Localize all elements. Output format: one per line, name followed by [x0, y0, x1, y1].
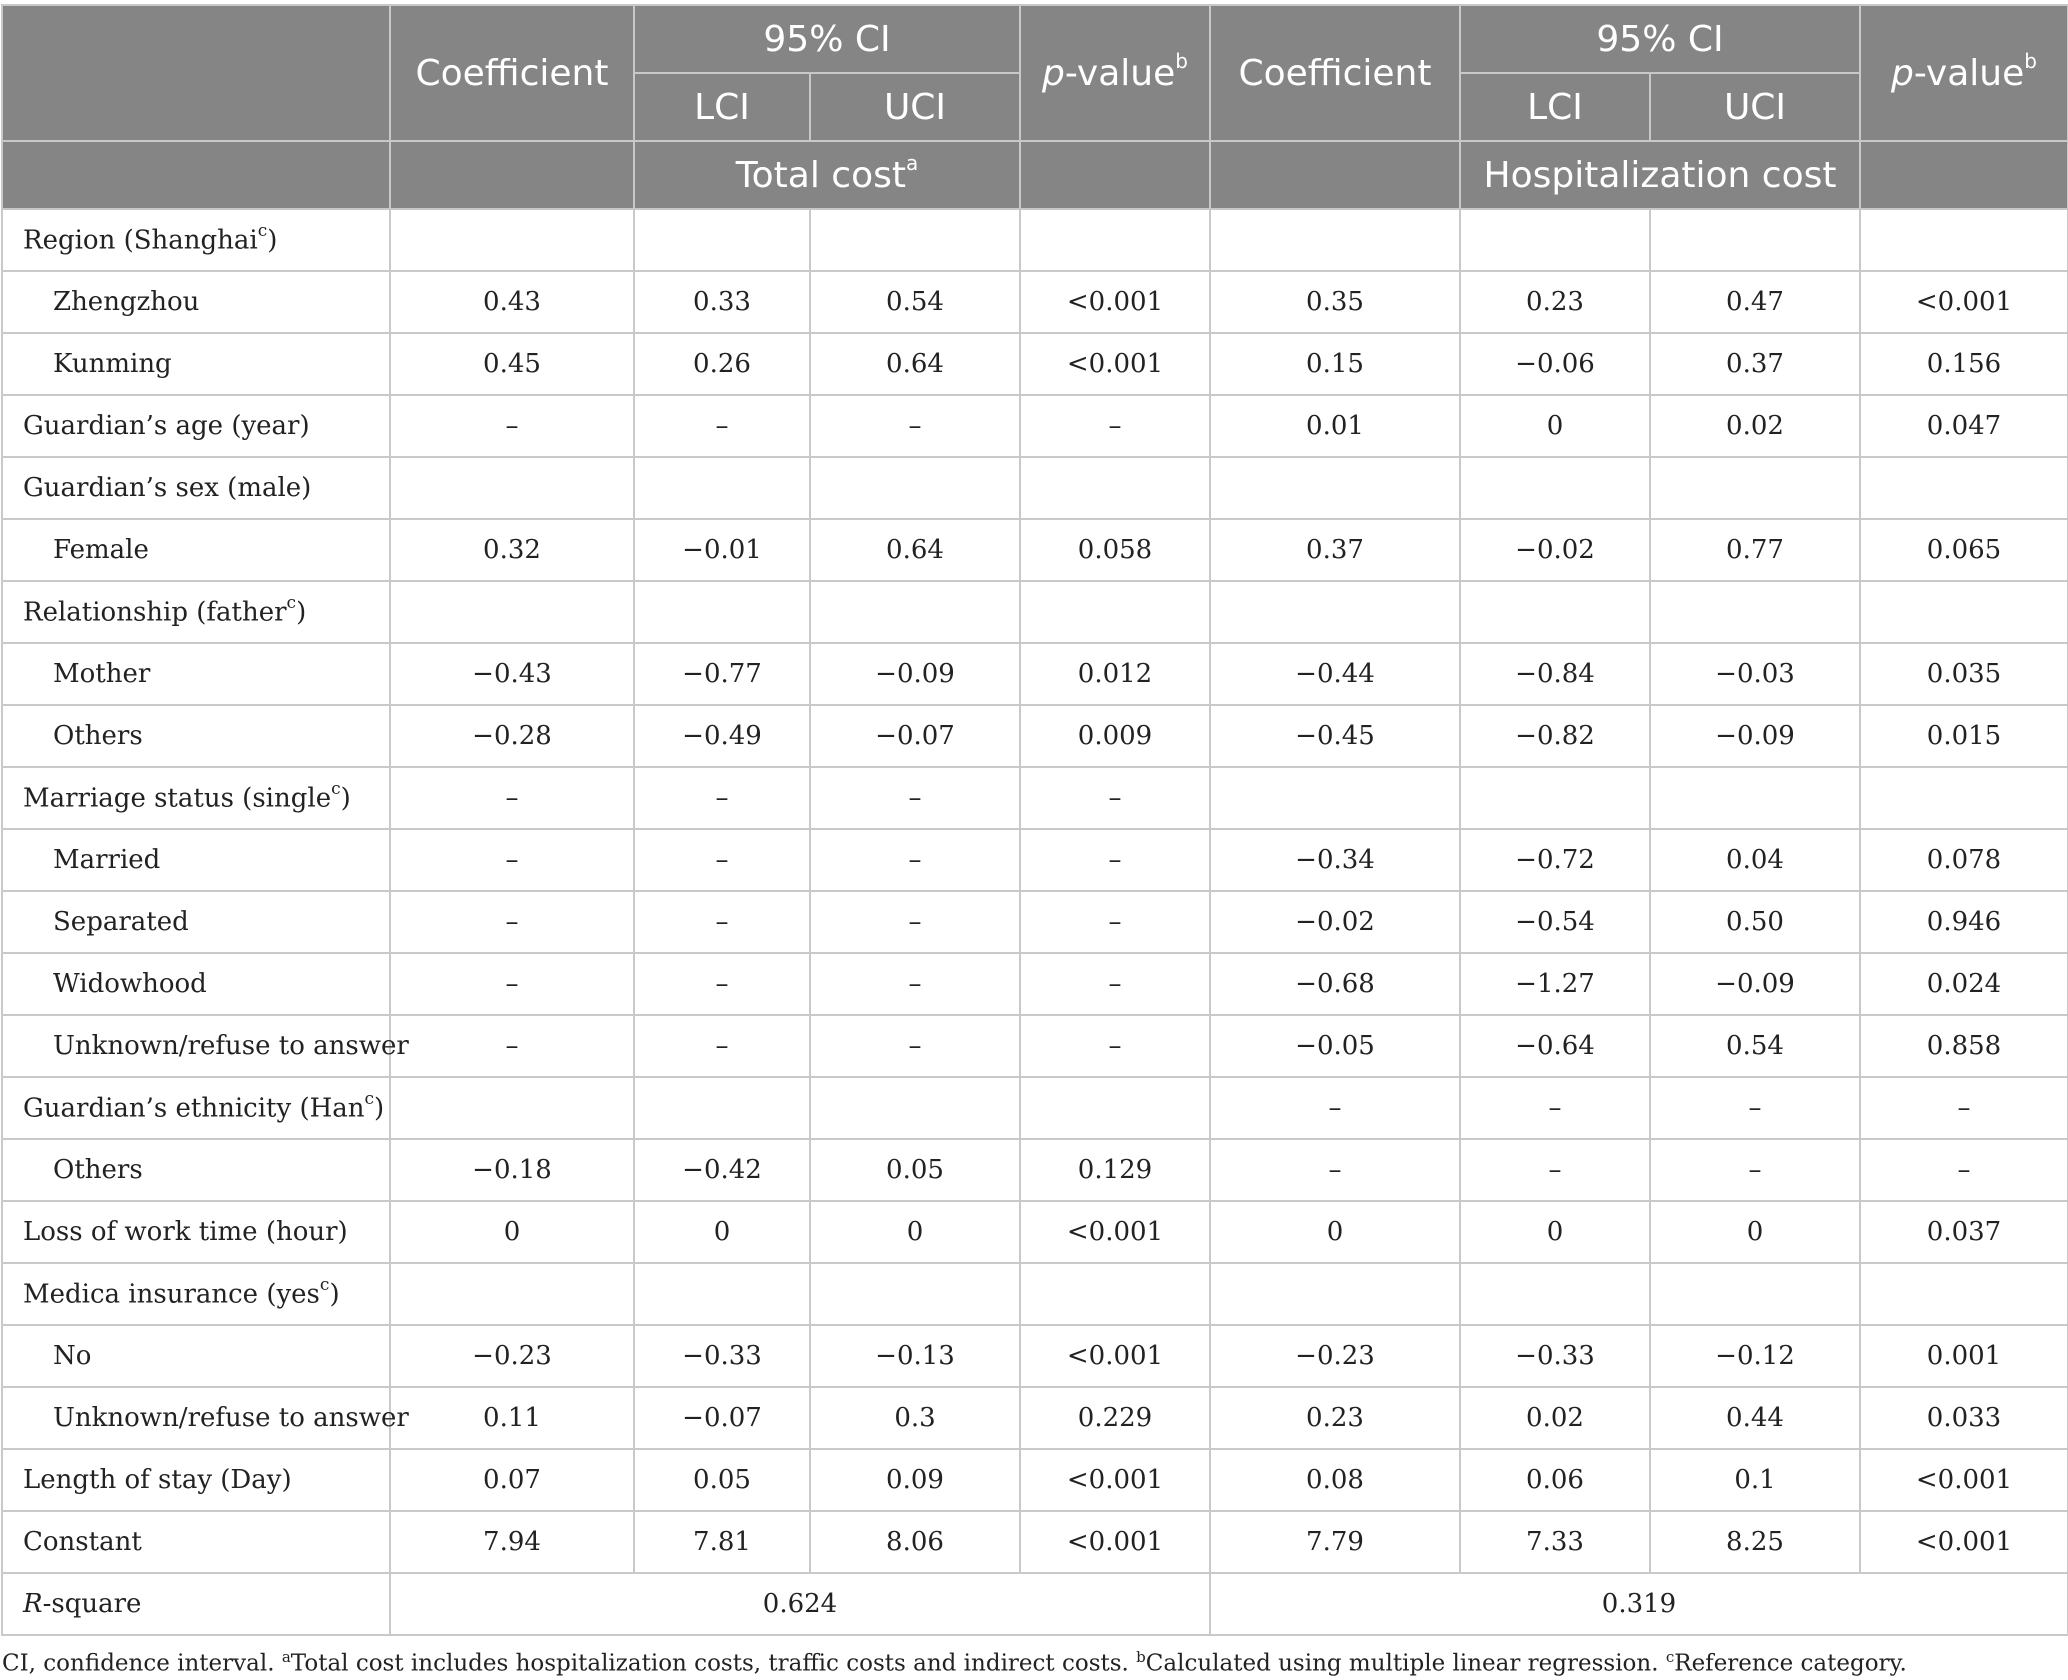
cell-coef-hosp: 0 [1210, 1201, 1460, 1263]
footnote-sup-c: c [1665, 1648, 1675, 1666]
cell-lci-total: – [634, 1015, 810, 1077]
cell-lci-total: −0.49 [634, 705, 810, 767]
cell-lci-hosp: 0.02 [1460, 1387, 1650, 1449]
cell-pvalue-hosp: 0.035 [1860, 643, 2068, 705]
header-row-1 [2, 5, 2068, 73]
table-row [2, 1387, 2068, 1449]
cell-uci-total: 0.3 [810, 1387, 1020, 1449]
cell-pvalue-hosp: 0.946 [1860, 891, 2068, 953]
table-row [2, 891, 2068, 953]
cell-lci-total: – [634, 953, 810, 1015]
table-row [2, 271, 2068, 333]
table-row [2, 829, 2068, 891]
table-header [2, 5, 2068, 209]
cell-coef-hosp: 7.79 [1210, 1511, 1460, 1573]
cell-uci-total: – [810, 953, 1020, 1015]
cell-lci-hosp [1460, 767, 1650, 829]
table-body [2, 209, 2068, 1573]
cell-lci-total: – [634, 767, 810, 829]
header-hospitalization-cost: Hospitalization cost [1460, 141, 1860, 209]
cell-lci-total [634, 1077, 810, 1139]
cell-coef-hosp: −0.02 [1210, 891, 1460, 953]
cell-coef-total: 0.32 [390, 519, 634, 581]
cell-pvalue-total: – [1020, 1015, 1210, 1077]
cell-pvalue-hosp [1860, 767, 2068, 829]
cell-uci-hosp: −0.09 [1650, 953, 1860, 1015]
cell-lci-hosp: −0.02 [1460, 519, 1650, 581]
cell-pvalue-hosp [1860, 581, 2068, 643]
cell-lci-total [634, 581, 810, 643]
cell-uci-hosp: 0.77 [1650, 519, 1860, 581]
header-uci-total: UCI [810, 73, 1020, 141]
table-row [2, 1077, 2068, 1139]
cell-coef-total: 0.11 [390, 1387, 634, 1449]
cell-uci-total [810, 457, 1020, 519]
cell-coef-hosp: 0.08 [1210, 1449, 1460, 1511]
row-label-text: Region (Shanghai [23, 225, 258, 256]
pvalue-sup: b [1175, 48, 1188, 73]
row-label-text: Marriage status (single [23, 783, 332, 814]
row-label [2, 1387, 409, 1449]
row-label [2, 705, 390, 767]
cell-lci-total: – [634, 829, 810, 891]
cell-lci-hosp: −0.33 [1460, 1325, 1650, 1387]
row-label [2, 1015, 409, 1077]
row-label-text: Guardian’s ethnicity (Han [23, 1093, 365, 1124]
cell-uci-hosp [1650, 1263, 1860, 1325]
header-uci-hosp: UCI [1650, 73, 1860, 141]
cell-uci-total: 0.64 [810, 519, 1020, 581]
cell-coef-hosp [1210, 767, 1460, 829]
row-label-text: Guardian’s age (year) [23, 411, 310, 441]
row-label [2, 1325, 390, 1387]
cell-lci-hosp [1460, 581, 1650, 643]
row-label [2, 953, 390, 1015]
cell-pvalue-hosp: 0.065 [1860, 519, 2068, 581]
row-label [2, 891, 390, 953]
cell-pvalue-hosp: – [1860, 1077, 2068, 1139]
table-row [2, 395, 2068, 457]
header-coefficient-total: Coefficient [390, 5, 634, 141]
cell-pvalue-total: 0.129 [1020, 1139, 1210, 1201]
row-label [2, 829, 390, 891]
reference-sup: c [257, 221, 268, 242]
row-label-text: Loss of work time (hour) [23, 1217, 348, 1247]
cell-coef-total: −0.43 [390, 643, 634, 705]
cell-lci-total: −0.77 [634, 643, 810, 705]
cell-lci-total: −0.01 [634, 519, 810, 581]
cell-uci-hosp [1650, 767, 1860, 829]
row-label [2, 395, 390, 457]
row-label-text: Kunming [53, 349, 172, 379]
cell-lci-total [634, 209, 810, 271]
cell-pvalue-total: – [1020, 767, 1210, 829]
row-label-text: Medica insurance (yes [23, 1279, 320, 1310]
cell-pvalue-hosp: 0.001 [1860, 1325, 2068, 1387]
cell-lci-total: 0.26 [634, 333, 810, 395]
cell-pvalue-total: <0.001 [1020, 1449, 1210, 1511]
cell-coef-total: 0.45 [390, 333, 634, 395]
cell-coef-total [390, 1077, 634, 1139]
row-label [2, 1201, 390, 1263]
cell-uci-hosp: 0.1 [1650, 1449, 1860, 1511]
cell-lci-total: 0.05 [634, 1449, 810, 1511]
cell-coef-hosp: −0.44 [1210, 643, 1460, 705]
cell-uci-hosp [1650, 209, 1860, 271]
table-row [2, 1449, 2068, 1511]
header-coefficient-hosp: Coefficient [1210, 5, 1460, 141]
cell-coef-total: – [390, 767, 634, 829]
row-label-text: Guardian’s sex (male) [23, 473, 312, 503]
cell-uci-total [810, 581, 1020, 643]
table-row [2, 643, 2068, 705]
footnote-part4: Reference category. [1674, 1650, 1907, 1677]
cell-coef-total: −0.28 [390, 705, 634, 767]
reference-sup: c [331, 779, 341, 800]
row-label-text: Length of stay (Day) [23, 1465, 292, 1495]
cell-pvalue-total [1020, 457, 1210, 519]
row-label-text: Others [53, 721, 143, 751]
cell-coef-total [390, 581, 634, 643]
cell-uci-hosp: 0.50 [1650, 891, 1860, 953]
cell-coef-hosp: 0.37 [1210, 519, 1460, 581]
cell-pvalue-total [1020, 209, 1210, 271]
cell-coef-hosp [1210, 457, 1460, 519]
pvalue-italic-p: p [1891, 52, 1914, 94]
cell-lci-total: −0.07 [634, 1387, 810, 1449]
row-label-suffix: ) [329, 1279, 340, 1310]
cell-pvalue-total [1020, 1077, 1210, 1139]
cell-coef-hosp [1210, 581, 1460, 643]
cell-pvalue-total: <0.001 [1020, 1511, 1210, 1573]
cell-pvalue-hosp: – [1860, 1139, 2068, 1201]
cell-uci-total: 0.09 [810, 1449, 1020, 1511]
header-blank-cell [2, 5, 390, 141]
cell-coef-hosp: 0.23 [1210, 1387, 1460, 1449]
cell-uci-total: – [810, 829, 1020, 891]
row-label-suffix: ) [296, 597, 307, 628]
header-pvalue-total [1020, 5, 1210, 141]
row-label [2, 457, 390, 519]
cell-pvalue-hosp: 0.033 [1860, 1387, 2068, 1449]
cell-uci-hosp: 0.37 [1650, 333, 1860, 395]
cell-pvalue-hosp: 0.156 [1860, 333, 2068, 395]
cell-coef-total: 0.43 [390, 271, 634, 333]
cell-coef-hosp: – [1210, 1139, 1460, 1201]
row-label-text: Relationship (father [23, 597, 287, 628]
row-label [2, 767, 390, 829]
cell-coef-total: 0.07 [390, 1449, 634, 1511]
cell-pvalue-total: 0.229 [1020, 1387, 1210, 1449]
rsquare-rest: -square [42, 1589, 142, 1619]
cell-coef-hosp: −0.45 [1210, 705, 1460, 767]
row-label [2, 1263, 390, 1325]
cell-pvalue-total [1020, 1263, 1210, 1325]
table-row [2, 333, 2068, 395]
cell-lci-hosp: – [1460, 1077, 1650, 1139]
cell-coef-total [390, 1263, 634, 1325]
cell-uci-total: – [810, 767, 1020, 829]
cell-lci-total: −0.42 [634, 1139, 810, 1201]
cell-uci-total: 0.54 [810, 271, 1020, 333]
cell-lci-total: – [634, 891, 810, 953]
cell-pvalue-total: – [1020, 953, 1210, 1015]
row-label-text: Widowhood [53, 969, 207, 999]
total-cost-sup: a [905, 150, 919, 175]
regression-table [1, 4, 2068, 1636]
header-blank-cell [1860, 141, 2068, 209]
cell-lci-hosp [1460, 1263, 1650, 1325]
cell-uci-total: 0.64 [810, 333, 1020, 395]
pvalue-rest: -value [1064, 52, 1176, 94]
cell-lci-hosp: 0 [1460, 1201, 1650, 1263]
cell-lci-total: – [634, 395, 810, 457]
table-row [2, 1201, 2068, 1263]
cell-pvalue-total: <0.001 [1020, 333, 1210, 395]
cell-uci-total: – [810, 395, 1020, 457]
row-label [2, 581, 390, 643]
cell-uci-hosp: −0.03 [1650, 643, 1860, 705]
cell-lci-total [634, 1263, 810, 1325]
row-label-text: Female [53, 535, 149, 565]
cell-coef-total: – [390, 891, 634, 953]
cell-pvalue-hosp: 0.024 [1860, 953, 2068, 1015]
table-row [2, 705, 2068, 767]
table-row [2, 519, 2068, 581]
cell-lci-hosp [1460, 209, 1650, 271]
cell-pvalue-total: – [1020, 395, 1210, 457]
row-label-text: No [53, 1341, 92, 1371]
cell-pvalue-hosp [1860, 457, 2068, 519]
cell-lci-hosp: −0.84 [1460, 643, 1650, 705]
cell-lci-hosp: 0 [1460, 395, 1650, 457]
regression-table-figure [0, 4, 2068, 1677]
table-row [2, 1325, 2068, 1387]
cell-pvalue-total: 0.058 [1020, 519, 1210, 581]
cell-uci-hosp: 0.04 [1650, 829, 1860, 891]
row-label [2, 333, 390, 395]
pvalue-italic-p: p [1042, 52, 1065, 94]
cell-uci-total: 0 [810, 1201, 1020, 1263]
footnote-part2: Total cost includes hospitalization costs, traffic costs and indirect costs. [290, 1650, 1137, 1677]
cell-pvalue-total: <0.001 [1020, 1201, 1210, 1263]
cell-uci-hosp [1650, 457, 1860, 519]
cell-coef-total [390, 457, 634, 519]
cell-lci-hosp: – [1460, 1139, 1650, 1201]
row-label [2, 209, 390, 271]
cell-uci-total: 0.05 [810, 1139, 1020, 1201]
cell-uci-total: – [810, 891, 1020, 953]
cell-lci-hosp: −0.72 [1460, 829, 1650, 891]
header-row-3 [2, 141, 2068, 209]
cell-coef-hosp [1210, 1263, 1460, 1325]
row-label [2, 519, 390, 581]
row-label [2, 1077, 390, 1139]
cell-pvalue-hosp: <0.001 [1860, 1449, 2068, 1511]
row-label-text: Unknown/refuse to answer [53, 1403, 409, 1433]
table-row [2, 767, 2068, 829]
cell-uci-hosp: – [1650, 1077, 1860, 1139]
cell-uci-hosp: 0.02 [1650, 395, 1860, 457]
cell-uci-total: −0.09 [810, 643, 1020, 705]
header-blank-cell [390, 141, 634, 209]
cell-uci-total: 8.06 [810, 1511, 1020, 1573]
cell-coef-total: −0.18 [390, 1139, 634, 1201]
cell-coef-hosp: 0.15 [1210, 333, 1460, 395]
cell-pvalue-hosp: 0.015 [1860, 705, 2068, 767]
pvalue-sup: b [2024, 48, 2037, 73]
header-blank-cell [1020, 141, 1210, 209]
cell-lci-hosp: 7.33 [1460, 1511, 1650, 1573]
cell-coef-total: −0.23 [390, 1325, 634, 1387]
cell-pvalue-hosp: 0.037 [1860, 1201, 2068, 1263]
cell-uci-hosp: 8.25 [1650, 1511, 1860, 1573]
cell-uci-total: – [810, 1015, 1020, 1077]
cell-lci-total: −0.33 [634, 1325, 810, 1387]
cell-lci-total: 0 [634, 1201, 810, 1263]
row-label [2, 271, 390, 333]
cell-pvalue-hosp: 0.047 [1860, 395, 2068, 457]
row-label [2, 1511, 390, 1573]
rsquare-italic-r: R [23, 1589, 43, 1619]
cell-coef-hosp: −0.68 [1210, 953, 1460, 1015]
table-row [2, 953, 2068, 1015]
cell-pvalue-hosp: <0.001 [1860, 271, 2068, 333]
cell-uci-total [810, 209, 1020, 271]
cell-coef-total: 0 [390, 1201, 634, 1263]
cell-coef-hosp: – [1210, 1077, 1460, 1139]
cell-uci-hosp: 0.44 [1650, 1387, 1860, 1449]
cell-pvalue-total: – [1020, 891, 1210, 953]
cell-lci-total: 0.33 [634, 271, 810, 333]
cell-coef-hosp: −0.34 [1210, 829, 1460, 891]
row-label [2, 1449, 390, 1511]
rsquare-hosp: 0.319 [1210, 1573, 2068, 1635]
row-label-text: Unknown/refuse to answer [53, 1031, 409, 1061]
row-label [2, 1139, 390, 1201]
cell-pvalue-hosp: 0.078 [1860, 829, 2068, 891]
reference-sup: c [286, 593, 297, 614]
cell-pvalue-hosp [1860, 209, 2068, 271]
cell-uci-hosp: −0.09 [1650, 705, 1860, 767]
footnote-part1: CI, confidence interval. [2, 1650, 282, 1677]
header-blank-cell [1210, 141, 1460, 209]
cell-uci-hosp: −0.12 [1650, 1325, 1860, 1387]
cell-pvalue-total: <0.001 [1020, 271, 1210, 333]
row-label [2, 643, 390, 705]
rsquare-total: 0.624 [390, 1573, 1210, 1635]
row-label-suffix: ) [340, 783, 351, 814]
cell-lci-hosp: −1.27 [1460, 953, 1650, 1015]
header-lci-total: LCI [634, 73, 810, 141]
cell-pvalue-hosp: <0.001 [1860, 1511, 2068, 1573]
cell-lci-hosp: −0.82 [1460, 705, 1650, 767]
rsquare-section [2, 1573, 2068, 1635]
cell-pvalue-total: <0.001 [1020, 1325, 1210, 1387]
row-label-suffix: ) [374, 1093, 385, 1124]
row-label-text: Separated [53, 907, 189, 937]
reference-sup: c [364, 1089, 375, 1110]
cell-pvalue-total: 0.009 [1020, 705, 1210, 767]
header-total-cost [634, 141, 1020, 209]
total-cost-label: Total cost [735, 154, 906, 196]
cell-uci-hosp: 0.47 [1650, 271, 1860, 333]
table-row [2, 209, 2068, 271]
cell-coef-hosp: 0.01 [1210, 395, 1460, 457]
table-footnote [0, 1648, 2068, 1677]
cell-lci-hosp: 0.06 [1460, 1449, 1650, 1511]
cell-uci-hosp [1650, 581, 1860, 643]
cell-coef-total: – [390, 953, 634, 1015]
cell-lci-hosp: 0.23 [1460, 271, 1650, 333]
cell-uci-hosp: 0.54 [1650, 1015, 1860, 1077]
table-row [2, 581, 2068, 643]
cell-coef-hosp: −0.05 [1210, 1015, 1460, 1077]
row-label-text: Married [53, 845, 161, 875]
cell-uci-total [810, 1263, 1020, 1325]
cell-uci-hosp: 0 [1650, 1201, 1860, 1263]
cell-coef-total: – [390, 1015, 634, 1077]
row-label-suffix: ) [267, 225, 278, 256]
cell-pvalue-total: – [1020, 829, 1210, 891]
cell-pvalue-total: 0.012 [1020, 643, 1210, 705]
cell-coef-total: 7.94 [390, 1511, 634, 1573]
cell-coef-hosp: 0.35 [1210, 271, 1460, 333]
header-pvalue-hosp [1860, 5, 2068, 141]
cell-coef-hosp [1210, 209, 1460, 271]
table-row [2, 1263, 2068, 1325]
cell-lci-hosp: −0.54 [1460, 891, 1650, 953]
cell-uci-total: −0.13 [810, 1325, 1020, 1387]
cell-lci-hosp: −0.06 [1460, 333, 1650, 395]
cell-lci-total [634, 457, 810, 519]
pvalue-rest: -value [1913, 52, 2025, 94]
cell-pvalue-hosp: 0.858 [1860, 1015, 2068, 1077]
reference-sup: c [319, 1275, 330, 1296]
footnote-sup-b: b [1136, 1648, 1146, 1666]
header-lci-hosp: LCI [1460, 73, 1650, 141]
header-ci-total: 95% CI [634, 5, 1020, 73]
table-row [2, 457, 2068, 519]
cell-pvalue-total [1020, 581, 1210, 643]
row-label-text: Others [53, 1155, 143, 1185]
cell-uci-total: −0.07 [810, 705, 1020, 767]
cell-uci-total [810, 1077, 1020, 1139]
header-ci-hosp: 95% CI [1460, 5, 1860, 73]
cell-lci-total: 7.81 [634, 1511, 810, 1573]
row-label-text: Mother [53, 659, 151, 689]
cell-coef-total: – [390, 829, 634, 891]
table-row [2, 1511, 2068, 1573]
cell-lci-hosp: −0.64 [1460, 1015, 1650, 1077]
rsquare-row [2, 1573, 2068, 1635]
table-row [2, 1015, 2068, 1077]
rsquare-label [2, 1573, 390, 1635]
cell-pvalue-hosp [1860, 1263, 2068, 1325]
row-label-text: Zhengzhou [53, 287, 200, 317]
header-blank-cell [2, 141, 390, 209]
footnote-part3: Calculated using multiple linear regression. [1145, 1650, 1666, 1677]
footnote-sup-a: a [281, 1648, 291, 1666]
cell-coef-hosp: −0.23 [1210, 1325, 1460, 1387]
cell-lci-hosp [1460, 457, 1650, 519]
table-row [2, 1139, 2068, 1201]
cell-coef-total: – [390, 395, 634, 457]
row-label-text: Constant [23, 1527, 142, 1557]
cell-uci-hosp: – [1650, 1139, 1860, 1201]
cell-coef-total [390, 209, 634, 271]
